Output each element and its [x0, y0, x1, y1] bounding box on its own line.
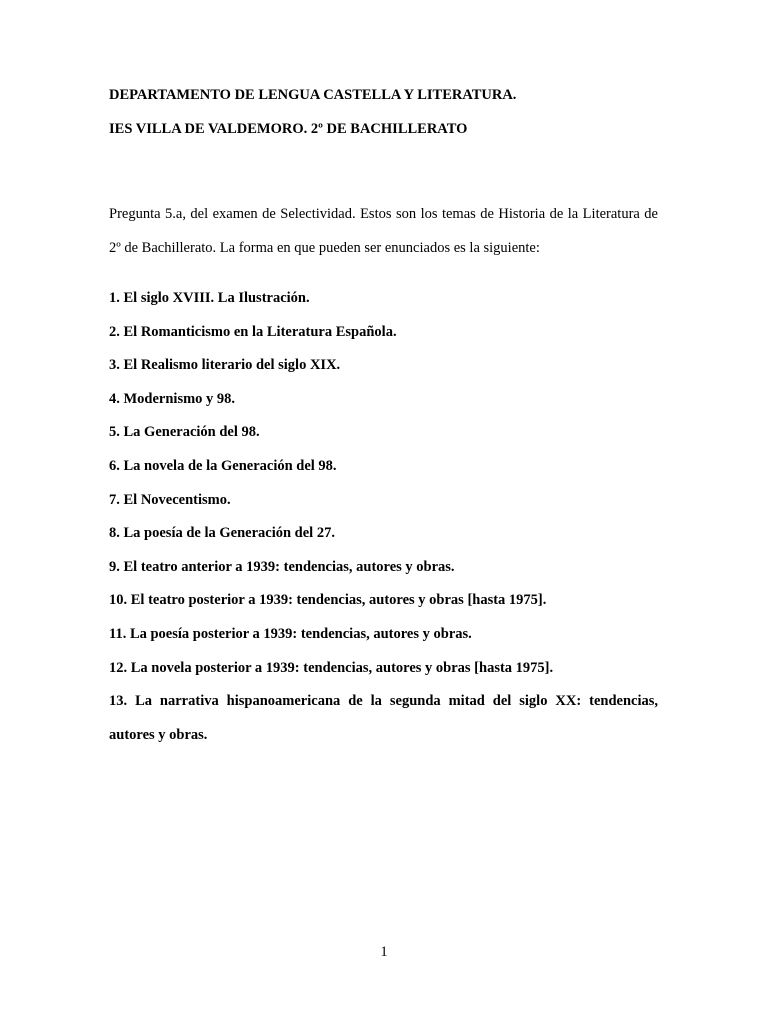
topic-item: 6. La novela de la Generación del 98.: [109, 457, 337, 474]
topic-item: 8. La poesía de la Generación del 27.: [109, 525, 335, 542]
topic-item: 7. El Novecentismo.: [109, 491, 231, 508]
topic-item: 2. El Romanticismo en la Literatura Española.: [109, 323, 397, 340]
topic-list: [109, 288, 658, 752]
school-heading: IES VILLA DE VALDEMORO. 2º DE BACHILLERATO: [109, 121, 468, 137]
department-heading: DEPARTAMENTO DE LENGUA CASTELLA Y LITERATURA.: [109, 87, 517, 103]
topic-item: 13. La narrativa hispanoamericana de la segunda mitad del siglo XX: tendencias, autores y obras.: [109, 693, 658, 744]
topic-item: 3. El Realismo literario del siglo XIX.: [109, 357, 341, 374]
topic-item: 1. El siglo XVIII. La Ilustración.: [109, 290, 310, 306]
topic-item: 11. La poesía posterior a 1939: tendencias, autores y obras.: [109, 625, 472, 642]
intro-paragraph: Pregunta 5.a, del examen de Selectividad. Estos son los temas de Historia de la Literatura de 2º de Bachillerato. La forma en que pueden ser enunciados es la siguiente:: [109, 205, 658, 256]
page-number: 1: [380, 944, 388, 960]
topic-item: 4. Modernismo y 98.: [109, 390, 236, 407]
topic-item: 5. La Generación del 98.: [109, 424, 260, 441]
topic-item: 10. El teatro posterior a 1939: tendencias, autores y obras [hasta 1975].: [109, 592, 547, 609]
topic-item: 12. La novela posterior a 1939: tendencias, autores y obras [hasta 1975].: [109, 659, 554, 676]
topic-item: 9. El teatro anterior a 1939: tendencias, autores y obras.: [109, 558, 455, 575]
